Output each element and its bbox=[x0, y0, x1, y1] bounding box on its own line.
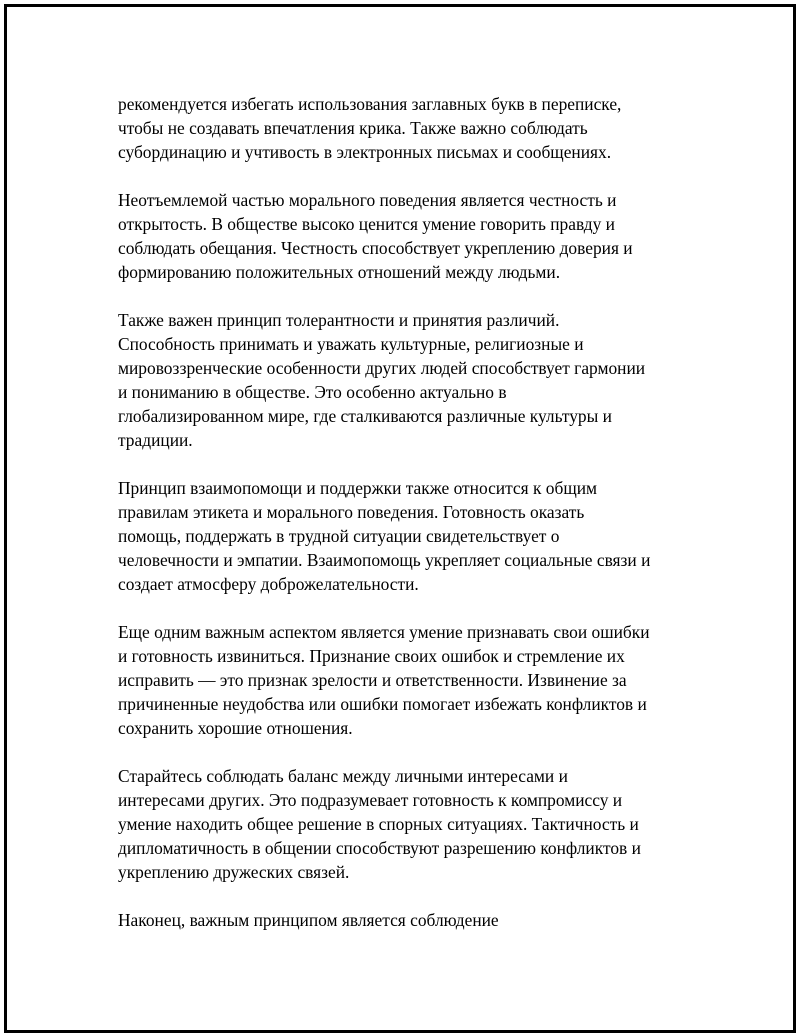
paragraph-3: Также важен принцип толерантности и принятия различий. Способность принимать и уважать культурные, религиозные и мировоззренческие особенности других людей способствует гармонии и пониманию в обществе. Это особенно актуально в глобализированном мире, где сталкиваются различные культуры и традиции. bbox=[118, 310, 646, 450]
paragraph-7: Наконец, важным принципом является соблюдение bbox=[118, 910, 499, 930]
paragraph-2: Неотъемлемой частью морального поведения является честность и открытость. В обществе высоко ценится умение говорить правду и соблюдать обещания. Честность способствует укреплению доверия и формированию положительных отношений между людьми. bbox=[118, 190, 633, 282]
paragraph-4: Принцип взаимопомощи и поддержки также относится к общим правилам этикета и морального поведения. Готовность оказать помощь, поддержать в трудной ситуации свидетельствует о человечности и эмпатии. Взаимопомощь укрепляет социальные связи и создает атмосферу доброжелательности. bbox=[118, 478, 651, 594]
paragraph-5: Еще одним важным аспектом является умение признавать свои ошибки и готовность извиниться. Признание своих ошибок и стремление их исправить — это признак зрелости и ответственности. Извинение за причиненные неудобства или ошибки помогает избежать конфликтов и сохранить хорошие отношения. bbox=[118, 622, 650, 738]
document-body bbox=[118, 92, 698, 956]
paragraph-1: рекомендуется избегать использования заглавных букв в переписке, чтобы не создавать впечатления крика. Также важно соблюдать субординацию и учтивость в электронных письмах и сообщениях. bbox=[118, 94, 622, 162]
paragraph-6: Старайтесь соблюдать баланс между личными интересами и интересами других. Это подразумевает готовность к компромиссу и умение находить общее решение в спорных ситуациях. Тактичность и дипломатичность в общении способствуют разрешению конфликтов и укреплению дружеских связей. bbox=[118, 766, 641, 882]
